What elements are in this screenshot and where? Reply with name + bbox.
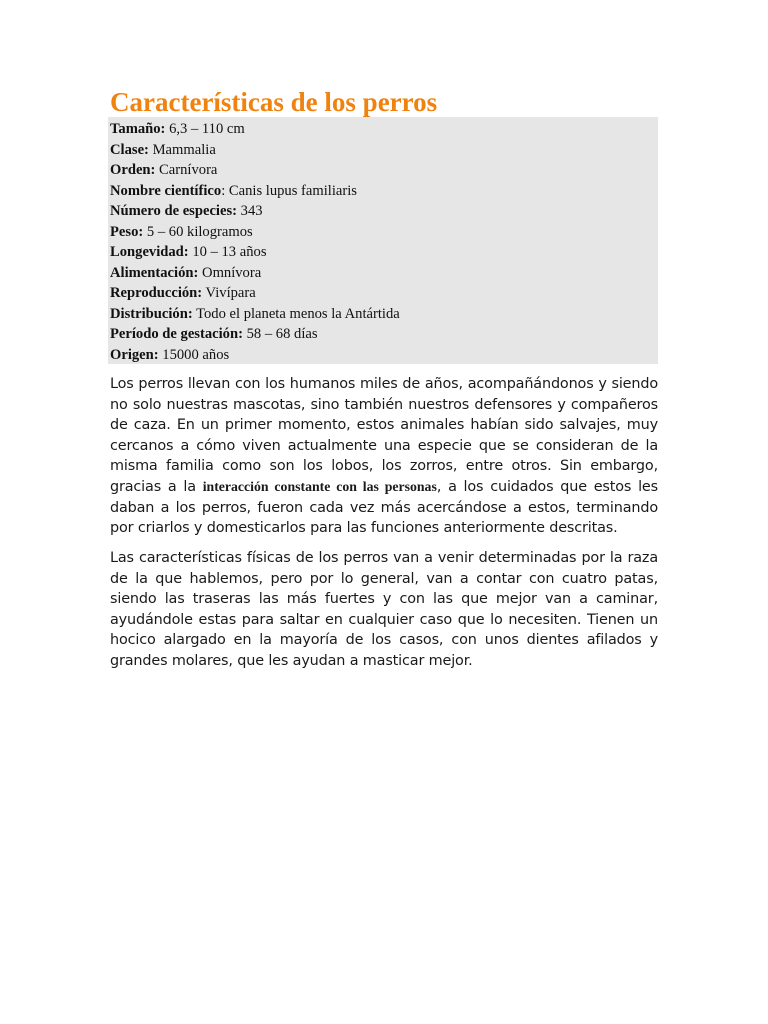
physical-traits-paragraph: Las características físicas de los perros van a venir determinadas por la raza de la que hablemos, pero por lo general, van a contar con cuatro patas, siendo las traseras las más fuertes y con las que mejor van a caminar, ayudándole estas para saltar en cualquier caso que lo necesiten. Tienen un hocico alargado en la mayoría de los casos, con unos dientes afilados y grandes molares, que les ayudan a masticar mejor. [110, 550, 658, 669]
fact-value: Mammalia [148, 141, 216, 158]
fact-label: Clase: [110, 141, 149, 158]
fact-value: 15000 años [158, 346, 230, 363]
fact-label: Peso: [110, 223, 144, 240]
fact-row [108, 222, 658, 243]
fact-value: Omnívora [198, 264, 262, 281]
intro-text-start: Los perros llevan con los humanos miles de años, acompañándonos y siendo no solo nuestras mascotas, sino también nuestros defensores y compañeros de caza. En un primer momento, estos animales habían sido salvajes, muy cercanos a cómo viven actualmente una especie que se consideran de la misma familia como son los lobos, los zorros, entre otros. Sin embargo, gracias a la [110, 376, 658, 495]
fact-value: 5 – 60 kilogramos [143, 223, 253, 240]
intro-text-end: , a los cuidados que estos les daban a los perros, fueron cada vez más acercándose a estos, terminando por criarlos y domesticarlos para las funciones anteriormente descritas. [110, 478, 658, 537]
fact-row [108, 201, 658, 222]
fact-row [108, 242, 658, 263]
fact-label: Distribución: [110, 305, 193, 322]
fact-row [108, 160, 658, 181]
intro-paragraph [110, 374, 658, 539]
fact-value: Todo el planeta menos la Antártida [192, 305, 400, 322]
fact-label: Orden: [110, 162, 156, 178]
fact-label: Período de gestación: [110, 326, 243, 342]
fact-label: Alimentación: [110, 264, 199, 281]
fact-value: : Canis lupus familiaris [221, 182, 357, 199]
fact-label: Número de especies: [110, 203, 237, 219]
fact-row [108, 283, 658, 304]
fact-row [108, 324, 658, 345]
emphasized-phrase: interacción constante con las personas [202, 478, 437, 494]
fact-row [108, 304, 658, 325]
fact-label: Longevidad: [110, 244, 189, 260]
fact-value: Vivípara [202, 285, 256, 301]
fact-row [108, 119, 658, 140]
fact-row [108, 345, 658, 366]
fact-label: Reproducción: [110, 285, 203, 301]
fact-value: 343 [237, 203, 263, 219]
page-title: Características de los perros [110, 87, 438, 117]
fact-value: Carnívora [155, 162, 218, 178]
fact-value: 6,3 – 110 cm [165, 121, 245, 137]
fact-value: 10 – 13 años [188, 244, 267, 260]
facts-table [108, 117, 658, 364]
fact-label: Nombre científico [110, 182, 222, 199]
fact-row [108, 140, 658, 161]
fact-row [108, 263, 658, 284]
fact-value: 58 – 68 días [242, 326, 318, 342]
fact-row [108, 181, 658, 202]
fact-label: Origen: [110, 346, 159, 363]
fact-label: Tamaño: [110, 121, 166, 137]
